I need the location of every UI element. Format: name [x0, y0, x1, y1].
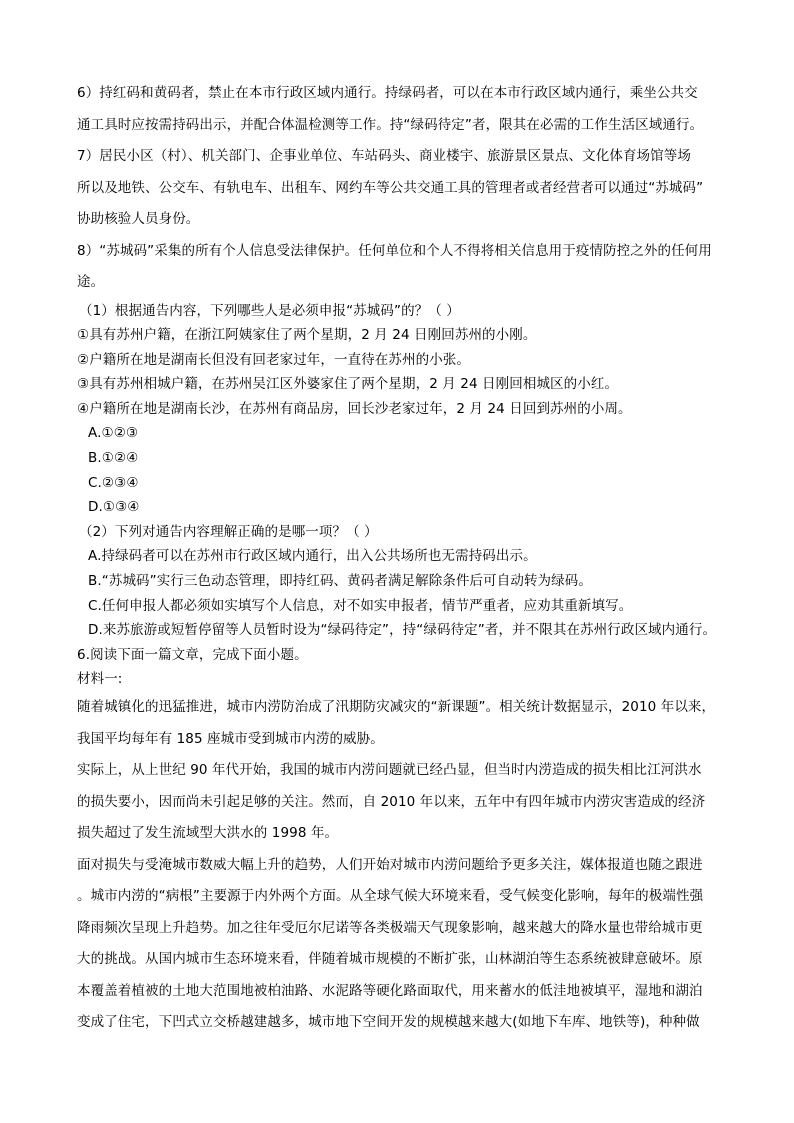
text-line: 的损失要小，因而尚未引起足够的关注。然而，自 2010 年以来，五年中有四年城市内涝灾害造成的经济 — [77, 793, 706, 810]
text-line: 协助核验人员身份。 — [77, 211, 200, 227]
material-label: 材料一: — [77, 671, 123, 688]
text-line: 实际上，从上世纪 90 年代开始，我国的城市内涝问题就已经凸显，但当时内涝造成的损失相比江河洪水 — [77, 762, 702, 778]
option-c: C.任何申报人都必须如实填写个人信息，对不如实申报者，情节严重者，应劝其重新填写。 — [88, 597, 633, 614]
text-line: 大的挑战。从国内城市生态环境来看，伴随着城市规模的不断扩张，山林湖泊等生态系统被肆意破坏。原 — [77, 951, 703, 967]
statement-item: ②户籍所在地是湖南长但没有回老家过年，一直待在苏州的小张。 — [77, 351, 471, 368]
text-line: 8）“苏城码”采集的所有个人信息受法律保护。任何单位和个人不得将相关信息用于疫情防控之外的任何用 — [77, 242, 712, 259]
notice-section — [77, 78, 717, 299]
text-line: 6）持红码和黄码者，禁止在本市行政区域内通行。持绿码者，可以在本市行政区域内通行，乘坐公共交 — [77, 85, 698, 101]
document-page — [77, 78, 717, 1039]
text-line: 7）居民小区（村）、机关部门、企事业单位、车站码头、商业楼宇、旅游景区景点、文化体育场馆等场 — [77, 148, 691, 164]
option-a: A.持绿码者可以在苏州市行政区域内通行，出入公共场所也无需持码出示。 — [88, 548, 537, 565]
option-d: D.①③④ — [88, 499, 140, 516]
option-c: C.②③④ — [88, 474, 139, 491]
question-1 — [77, 299, 717, 520]
text-line: 通工具时应按需持码出示，并配合体温检测等工作。持“绿码待定”者，限其在必需的工作生活区域通行。 — [77, 116, 704, 133]
material-one-body — [77, 692, 717, 1039]
option-a: A.①②③ — [88, 425, 139, 442]
text-line: 所以及地铁、公交车、有轨电车、出租车、网约车等公共交通工具的管理者或者经营者可以通过“苏城码” — [77, 179, 704, 196]
text-line: 我国平均每年有 185 座城市受到城市内涝的威胁。 — [77, 730, 384, 747]
text-line: 损失超过了发生流域型大洪水的 1998 年。 — [77, 825, 339, 841]
text-line: 途。 — [77, 274, 105, 290]
statement-item: ④户籍所在地是湖南长沙，在苏州有商品房，回长沙老家过年，2 月 24 日回到苏州的小周。 — [77, 400, 632, 417]
text-line: 。城市内涝的“病根”主要源于内外两个方面。从全球气候大环境来看，受气候变化影响，每年的极端性强 — [77, 888, 704, 904]
question-title: （1）根据通告内容，下列哪些人是必须申报“苏城码”的？（ ） — [79, 302, 460, 319]
text-line: 面对损失与受淹城市数威大幅上升的趋势，人们开始对城市内涝问题给予更多关注，媒体报道也随之跟进 — [77, 856, 703, 873]
option-d: D.来苏旅游或短暂停留等人员暂时设为“绿码待定”，持“绿码待定”者，并不限其在苏州行政区域内通行。 — [88, 622, 717, 639]
statement-item: ③具有苏州相城户籍，在苏州吴江区外婆家住了两个星期，2 月 24 日刚回相城区的小红。 — [77, 376, 619, 393]
option-b: B.①②④ — [88, 450, 139, 467]
question-2 — [77, 520, 717, 643]
text-line: 降雨频次呈现上升趋势。加之往年受厄尔尼诺等各类极端天气现象影响，越来越大的降水量也带给城市更 — [77, 919, 703, 936]
question-title: （2）下列对通告内容理解正确的是哪一项？（ ） — [79, 523, 378, 540]
option-b: B.“苏城码”实行三色动态管理，即持红码、黄码者满足解除条件后可自动转为绿码。 — [88, 573, 592, 590]
question-heading: 6.阅读下面一篇文章，完成下面小题。 — [77, 646, 308, 663]
statement-item: ①具有苏州户籍，在浙江阿姨家住了两个星期，2 月 24 日刚回苏州的小刚。 — [77, 327, 537, 344]
text-line: 随着城镇化的迅猛推进，城市内涝防治成了汛期防灾减灾的“新课题”。相关统计数据显示，2010 年以来， — [77, 699, 716, 715]
question-6-header — [77, 643, 717, 692]
text-line: 变成了住宅，下凹式立交桥越建越多，城市地下空间开发的规模越来越大(如地下车库、地铁等)，种种做 — [77, 1014, 700, 1030]
text-line: 本覆盖着植被的土地大范围地被柏油路、水泥路等硬化路面取代，用来蓄水的低洼地被填平，湿地和湖泊 — [77, 982, 703, 999]
